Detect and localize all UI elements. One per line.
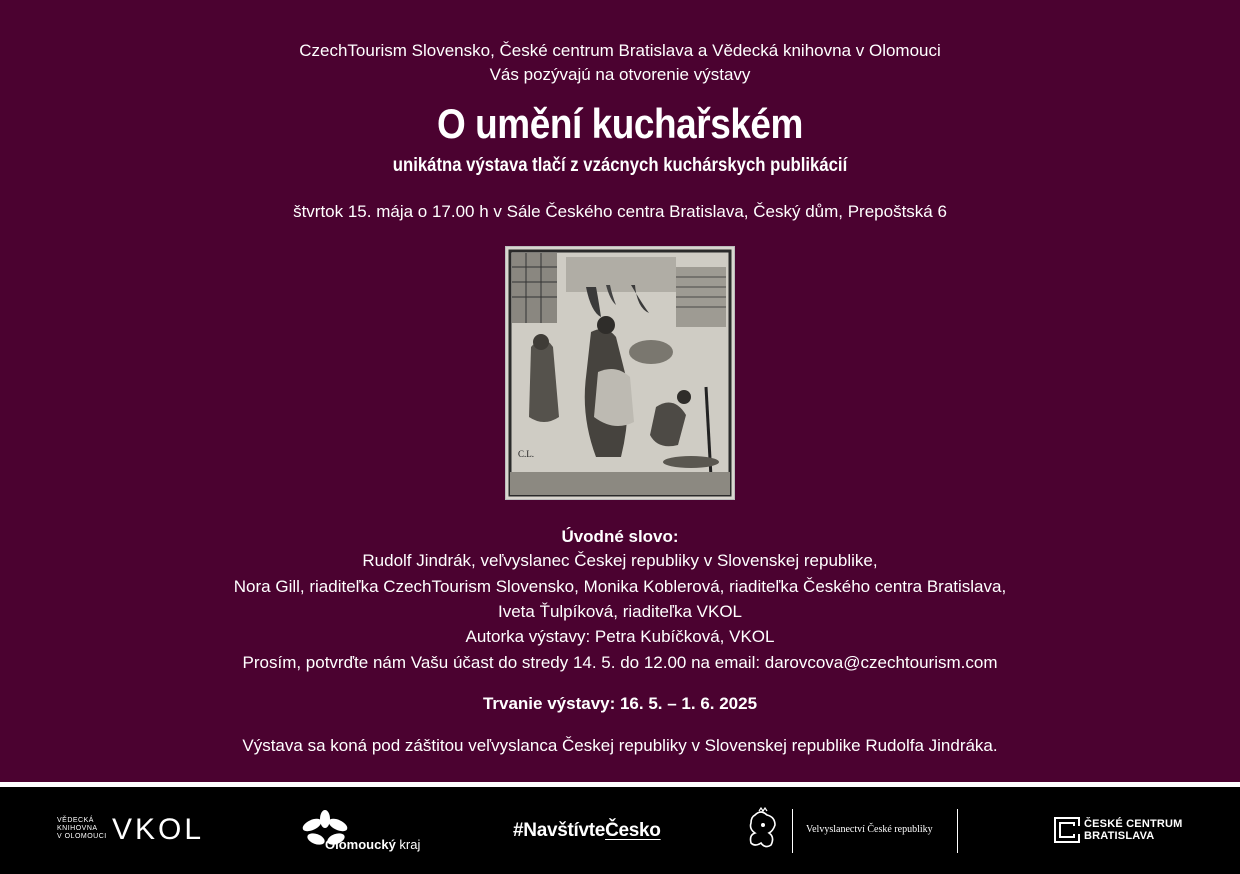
rsvp-text: Prosím, potvrďte nám Vašu účast do stredy 14. 5. do 12.00 na email: darovcova@czechtourism.com bbox=[242, 653, 998, 672]
speaker-line-2: Nora Gill, riaditeľka CzechTourism Slovensko, Monika Koblerová, riaditeľka Českého centra Bratislava, bbox=[233, 577, 1007, 596]
vkol-small-line-1: VĚDECKÁ bbox=[57, 817, 94, 824]
speaker-line-1: Rudolf Jindrák, veľvyslanec Českej republiky v Slovenskej republike, bbox=[362, 551, 878, 570]
svg-text:C.L.: C.L. bbox=[518, 449, 535, 459]
hosts-line-1: CzechTourism Slovensko, České centrum Bratislava a Vědecká knihovna v Olomouci bbox=[299, 41, 941, 60]
speaker-line-3: Iveta Ťulpíková, riaditeľka VKOL bbox=[497, 602, 743, 621]
speech-heading: Úvodné slovo: bbox=[561, 527, 679, 546]
vkol-logo: VKOL bbox=[112, 813, 205, 846]
navstivte-text: #Navštívte bbox=[513, 820, 606, 841]
ceske-centrum-line-1: ČESKÉ CENTRUM bbox=[1084, 818, 1183, 830]
cesko-text: Česko bbox=[605, 820, 661, 841]
exhibition-duration: Trvanie výstavy: 16. 5. – 1. 6. 2025 bbox=[482, 694, 758, 713]
partner-logos-footer bbox=[0, 787, 1240, 874]
ceske-centrum-line-2: BRATISLAVA bbox=[1084, 830, 1155, 842]
olomouc-bold-text: Olomoucký bbox=[325, 837, 396, 852]
event-datetime: štvrtok 15. mája o 17.00 h v Sále Českého centra Bratislava, Český dům, Prepoštská 6 bbox=[293, 202, 947, 221]
ceske-centrum-icon bbox=[1054, 817, 1080, 843]
exhibition-subtitle: unikátna výstava tlačí z vzácnych kuchárskych publikácií bbox=[392, 155, 848, 176]
patronage-text: Výstava sa koná pod záštitou veľvyslanca Českej republiky v Slovenskej republike Rudolfa Jindráka. bbox=[242, 736, 998, 755]
czech-lion-crest-icon bbox=[745, 807, 781, 851]
olomouc-rest-text: kraj bbox=[395, 837, 421, 852]
kitchen-engraving-image bbox=[505, 246, 735, 500]
olomoucky-kraj-logo bbox=[325, 837, 420, 852]
hosts-text bbox=[0, 39, 1240, 87]
vkol-small-line-3: V OLOMOUCI bbox=[57, 833, 107, 840]
vkol-small-line-2: KNIHOVNA bbox=[57, 825, 98, 832]
vkol-logo-small-text bbox=[57, 817, 107, 841]
ceske-centrum-logo bbox=[1084, 818, 1183, 842]
hosts-line-2: Vás pozývajú na otvorenie výstavy bbox=[489, 65, 751, 84]
exhibition-author: Autorka výstavy: Petra Kubíčková, VKOL bbox=[465, 627, 775, 646]
embassy-separator-right bbox=[957, 809, 958, 853]
embassy-logo-text: Velvyslanectví České republiky bbox=[806, 824, 933, 835]
navstivte-cesko-logo bbox=[513, 820, 661, 842]
embassy-separator-left bbox=[792, 809, 793, 853]
exhibition-title: O umění kuchařském bbox=[437, 100, 803, 147]
